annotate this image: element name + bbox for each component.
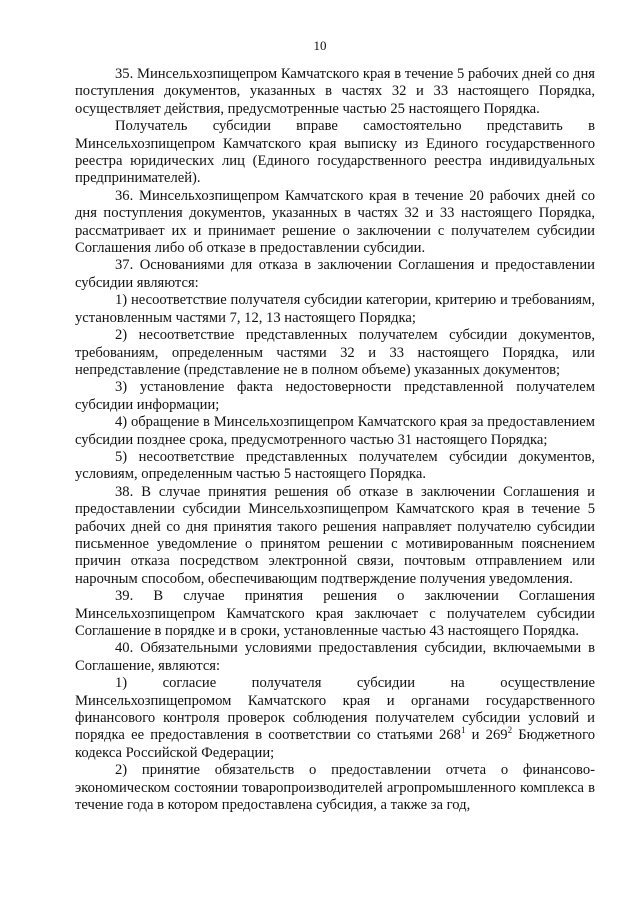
paragraph-35: 35. Минсельхозпищепром Камчатского края в течение 5 рабочих дней со дня поступления документов, указанных в частях 32 и 33 настоящего Порядка, осуществляет действия, предусмотренные частью 25 настоящего Порядка. [75,66,595,117]
paragraph-40: 40. Обязательными условиями предоставления субсидии, включаемыми в Соглашение, являются: [75,640,595,674]
item-1-text-middle: и 269 [465,727,508,744]
paragraph-egrul-extract: Получатель субсидии вправе самостоятельно представить в Минсельхозпищепром Камчатского края выписку из Единого государственного реестра юридических лиц (Единого государственного реестра индивидуальных предпринимателей). [75,118,595,187]
paragraph-37-item-5: 5) несоответствие представленных получателем субсидии документов, условиям, определенным частью 5 настоящего Порядка. [75,448,595,483]
superscript-2: 2 [507,725,513,736]
paragraph-40-item-1 [75,675,595,762]
paragraph-36: 36. Минсельхозпищепром Камчатского края в течение 20 рабочих дней со дня поступления документов, указанных в частях 32 и 33 настоящего Порядка, рассматривает их и принимает решение о заключении с получателем субсидии Соглашения либо об отказе в предоставлении субсидии. [75,187,595,257]
item-1-text-end: Бюджетного кодекса Российской Федерации; [75,727,595,761]
page-number: 10 [313,38,327,53]
paragraph-37-item-1: 1) несоответствие получателя субсидии категории, критерию и требованиям, установленным частями 7, 12, 13 настоящего Порядка; [75,292,595,326]
paragraph-40-item-2: 2) принятие обязательств о предоставлении отчета о финансово-экономическом состоянии товаропроизводителей агропромышленного комплекса в течение года в котором предоставлена субсидия, а также за год, [75,762,595,814]
paragraph-39: 39. В случае принятия решения о заключении Соглашения Минсельхозпищепром Камчатского края заключает с получателем субсидии Соглашение в порядке и в сроки, установленные частью 43 настоящего Порядка. [75,588,595,639]
paragraph-37-item-2: 2) несоответствие представленных получателем субсидии документов, требованиям, определенным частями 32 и 33 настоящего Порядка, или непредставление (представление не в полном объеме) указанных документов; [75,327,595,378]
superscript-1: 1 [460,725,466,736]
paragraph-37-item-4: 4) обращение в Минсельхозпищепром Камчатского края за предоставлением субсидии позднее срока, предусмотренного частью 31 настоящего Порядка; [75,414,595,448]
document-body [75,66,595,814]
paragraph-38: 38. В случае принятия решения об отказе в заключении Соглашения и предоставлении субсидии Минсельхозпищепром Камчатского края в течение 5 рабочих дней со дня принятия такого решения направляет получателю субсидии письменное уведомление о принятом решении с мотивированным пояснением причин отказа посредством электронной связи, почтовым отправлением или нарочным способом, обеспечивающим подтверждение получения уведомления. [75,483,595,587]
item-1-text-start: 1) согласие получателя субсидии на осуществление Минсельхозпищепромом Камчатского края и органами государственного финансового контроля проверок соблюдения получателем субсидии условий и порядка ее предоставления в соответствии со статьями 268 [75,675,595,744]
paragraph-37-item-3: 3) установление факта недостоверности представленной получателем субсидии информации; [75,379,595,413]
paragraph-37: 37. Основаниями для отказа в заключении Соглашения и предоставлении субсидии являются: [75,257,595,291]
